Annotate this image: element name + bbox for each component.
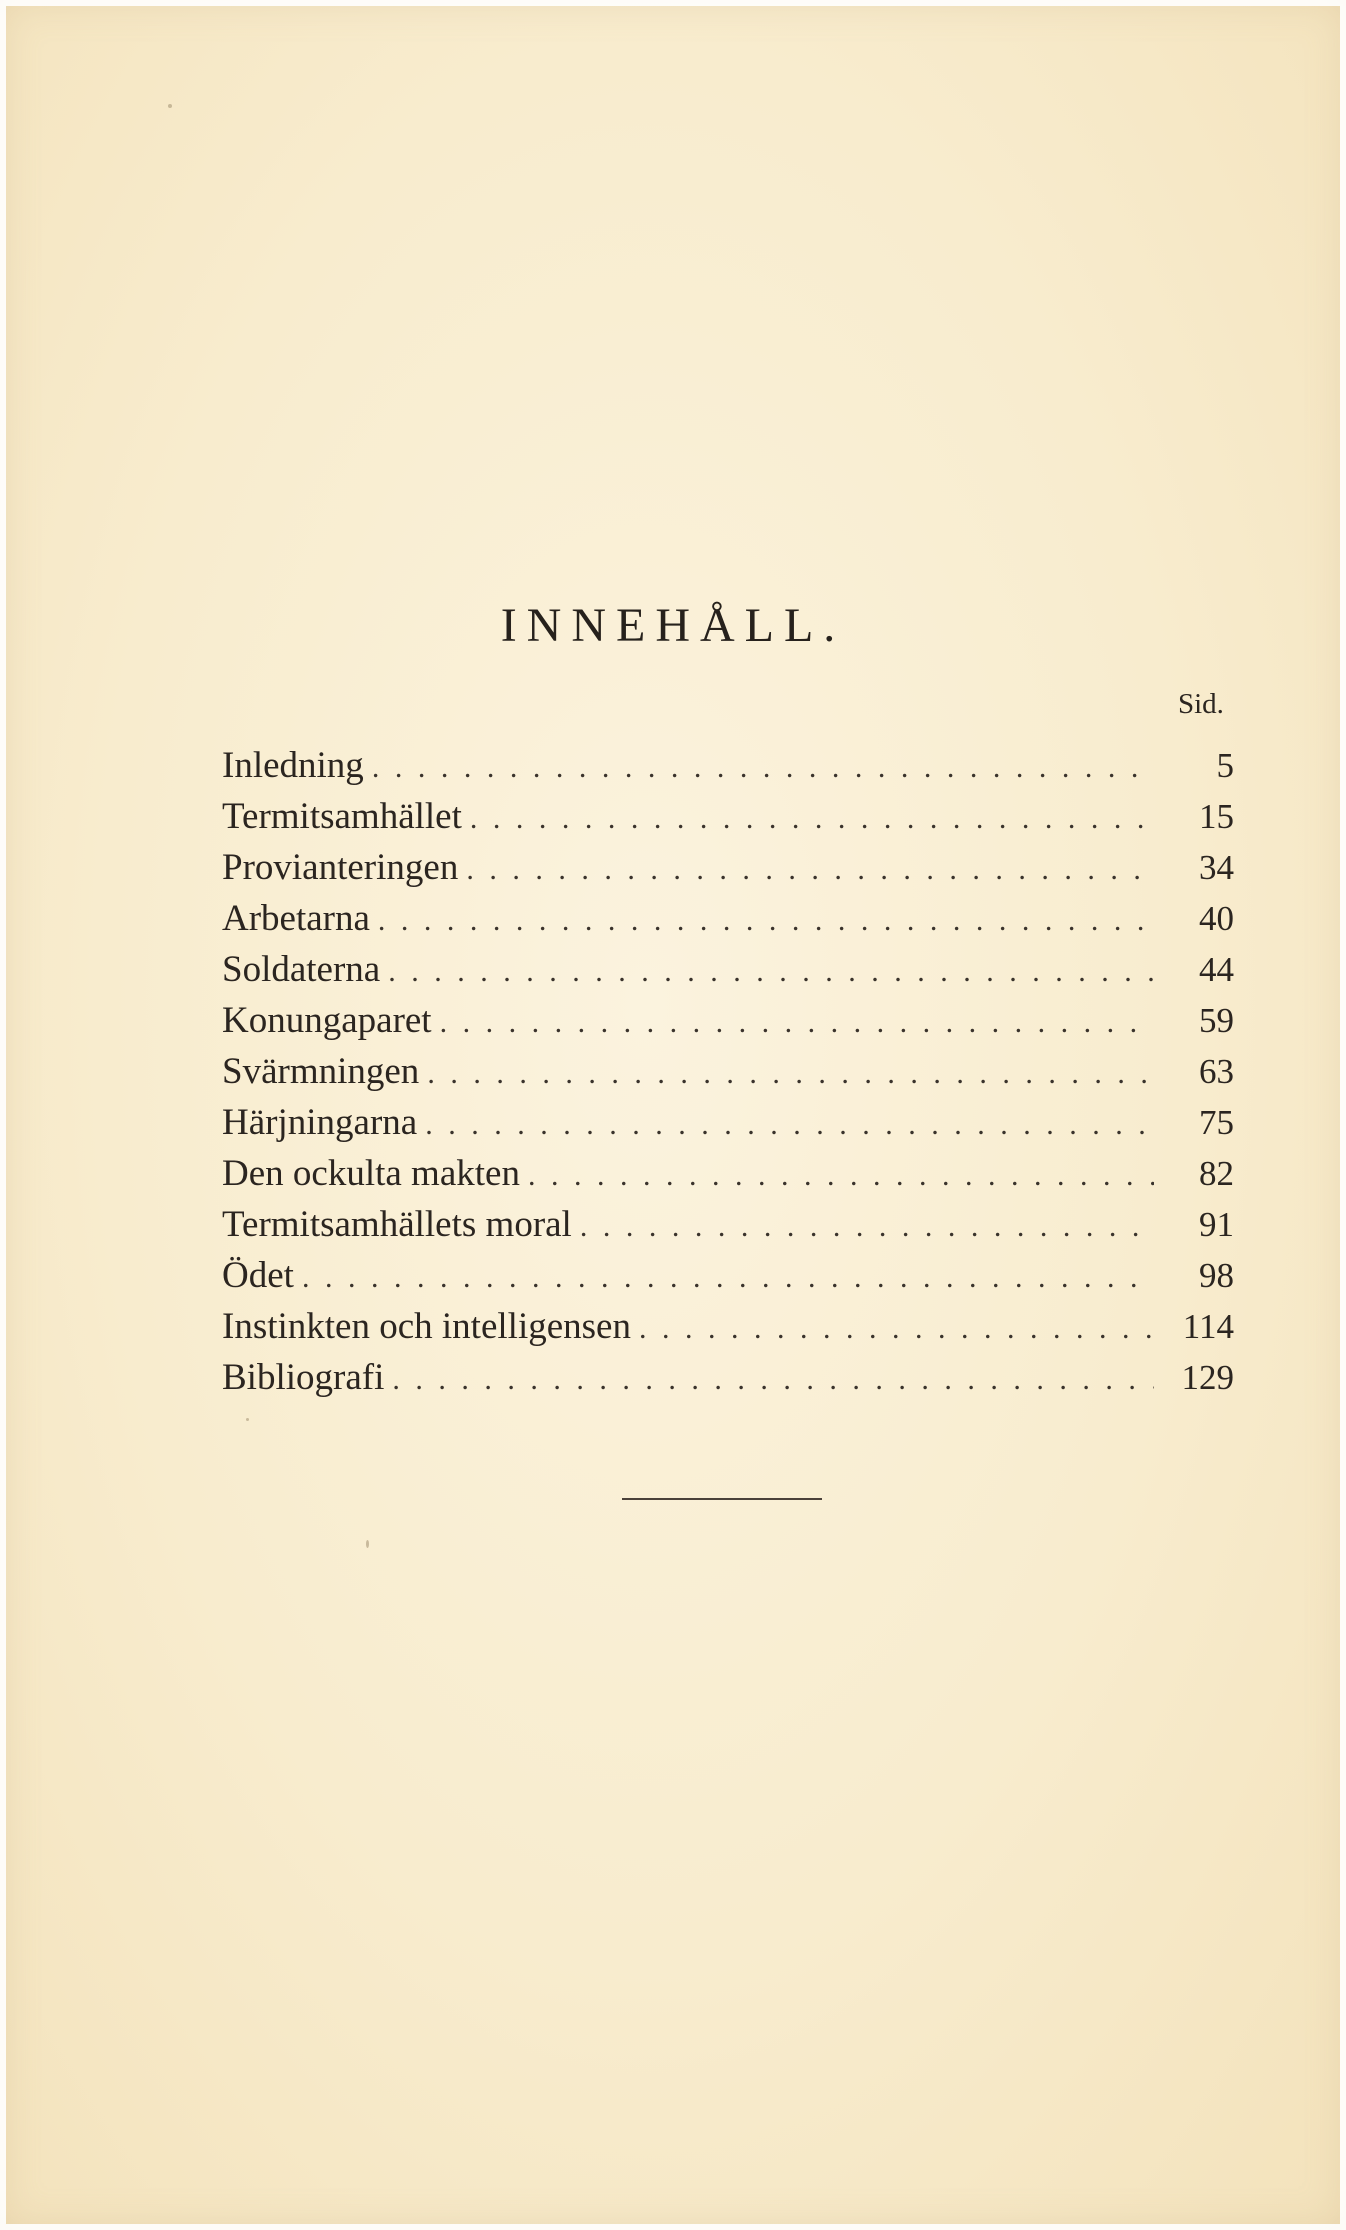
toc-entry-page: 34 [1199,848,1234,887]
toc-leader-dots [392,1354,1154,1405]
toc-entry-page: 91 [1199,1205,1234,1244]
paper-speck [366,1540,369,1548]
toc-leader-dots [528,1150,1154,1201]
toc-leader-dots [427,1048,1154,1099]
toc-leader-dots [470,793,1154,844]
toc-entry-page: 5 [1216,746,1234,785]
toc-entry [222,1301,1234,1352]
page-title: INNEHÅLL. [500,599,846,652]
toc-leader-dots [440,997,1154,1048]
toc-entry-title: Termitsamhällets moral [222,1204,572,1245]
closing-rule [622,1498,822,1500]
paper-speck [246,1418,249,1421]
toc-entry [222,1046,1234,1097]
toc-entry-page: 82 [1199,1154,1234,1193]
toc-entry [222,893,1234,944]
toc-leader-dots [378,895,1154,946]
toc-entry-title: Inledning [222,745,364,786]
toc-leader-dots [388,946,1154,997]
toc-entry [222,1352,1234,1403]
toc-leader-dots [302,1252,1154,1303]
toc-entry [222,1199,1234,1250]
toc-entry-title: Konungaparet [222,1000,432,1041]
toc-leader-dots [639,1303,1154,1354]
toc-entry-page: 44 [1199,950,1234,989]
toc-entry-title: Soldaterna [222,949,381,990]
table-of-contents [222,740,1234,1403]
toc-entry-page: 15 [1199,797,1234,836]
toc-entry-page: 129 [1181,1358,1234,1397]
toc-entry-page: 59 [1199,1001,1234,1040]
toc-entry [222,995,1234,1046]
toc-entry-page: 114 [1182,1307,1234,1346]
toc-entry-title: Provianteringen [222,847,459,888]
toc-entry [222,1250,1234,1301]
toc-entry-title: Arbetarna [222,898,370,939]
toc-entry-page: 63 [1199,1052,1234,1091]
toc-leader-dots [580,1201,1154,1252]
toc-entry-page: 98 [1199,1256,1234,1295]
toc-entry [222,1148,1234,1199]
page-column-label: Sid. [1178,688,1224,720]
toc-entry-title: Svärmningen [222,1051,420,1092]
toc-entry-page: 40 [1199,899,1234,938]
toc-entry-title: Instinkten och intelligensen [222,1306,631,1347]
toc-entry-page: 75 [1199,1103,1234,1142]
toc-entry [222,1097,1234,1148]
toc-entry-title: Den ockulta makten [222,1153,520,1194]
toc-entry-title: Ödet [222,1255,294,1296]
toc-leader-dots [425,1099,1154,1150]
toc-entry-title: Bibliografi [222,1357,385,1398]
toc-entry-title: Härjningarna [222,1102,418,1143]
toc-entry [222,740,1234,791]
toc-leader-dots [372,742,1154,793]
toc-entry [222,842,1234,893]
toc-entry [222,944,1234,995]
toc-leader-dots [466,844,1154,895]
toc-entry [222,791,1234,842]
paper-speck [168,104,172,108]
toc-entry-title: Termitsamhället [222,796,462,837]
